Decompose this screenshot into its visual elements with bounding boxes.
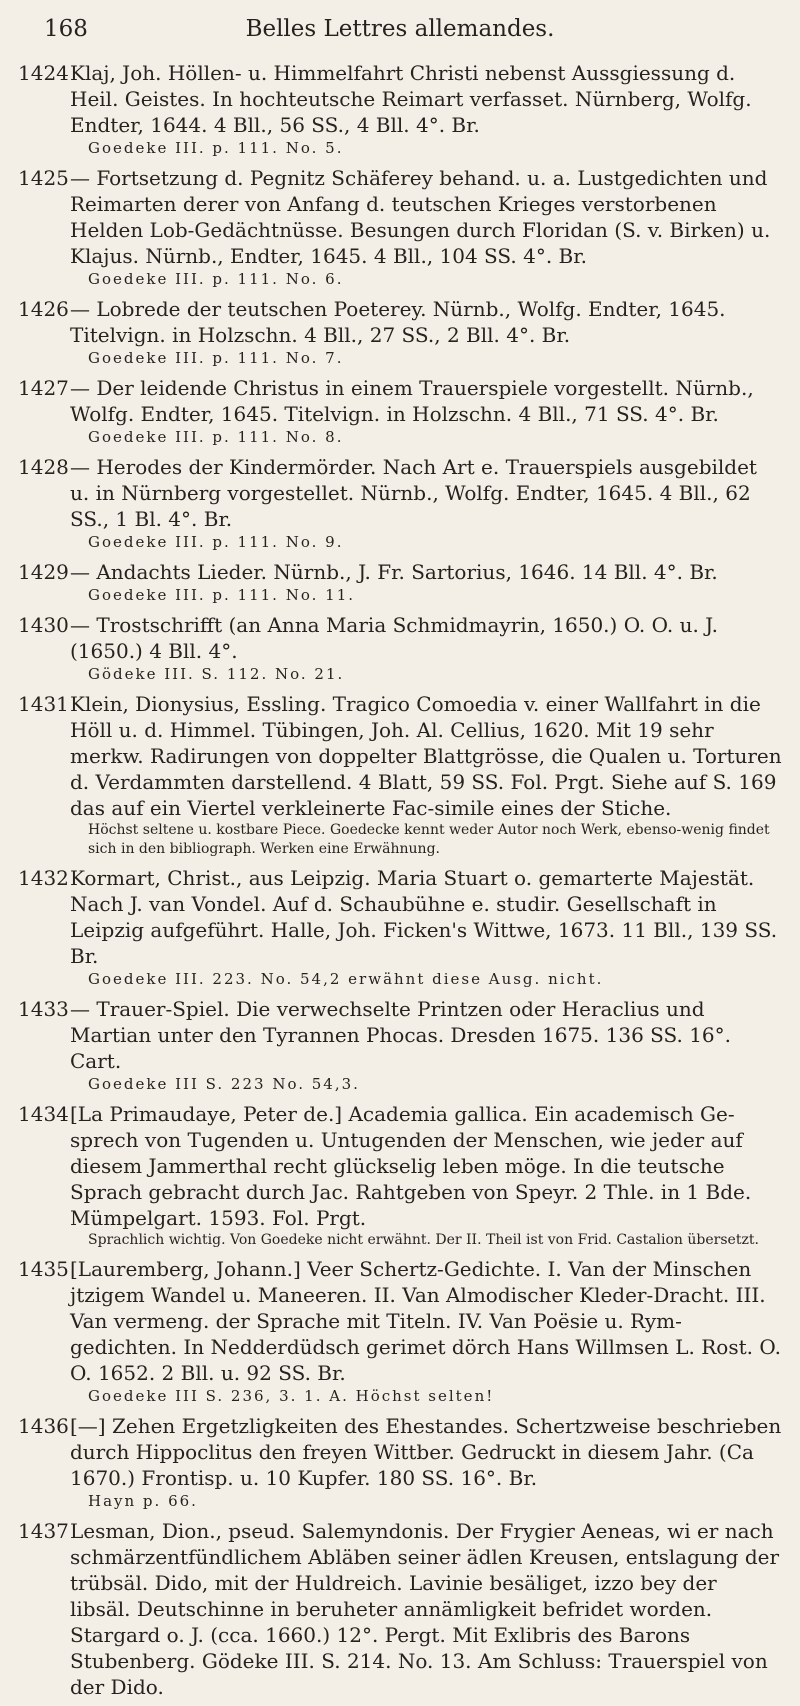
entry-description: [—] Zehen Ergetzligkeiten des Ehestandes. Schertzweise beschrieben durch Hippoclitus den freyen Wittber. Gedruckt in diesem Jahr. (Ca 1670.) Frontisp. u. 10 Kupfer. 180 SS. 16°. Br. [70,1414,782,1490]
entry-body [70,1518,782,1700]
entry-number: 1428 [18,455,69,479]
entry-body [70,612,782,685]
entry-number: 1430 [18,613,69,637]
entry-note: Goedeke III. p. 111. No. 7. [88,349,344,367]
entry-body [70,165,782,290]
entry-note: Goedeke III. p. 111. No. 8. [88,428,344,446]
entry-description: [La Primaudaye, Peter de.] Academia gallica. Ein academisch Ge-sprech von Tugenden u. Untugenden der Menschen, wie jeder auf diesem Jammerthal recht glückselig leben möge. In die teutsche Sprach gebracht durch Jac. Rahtgeben von Speyr. 2 Thle. in 1 Bde. Mümpelgart. 1593. Fol. Prgt. [70,1102,752,1230]
entry-number: 1424 [18,61,69,85]
entry-note: Sprachlich wichtig. Von Goedeke nicht erwähnt. Der II. Theil ist von Frid. Castalion übersetzt. [88,1232,759,1248]
catalog-entry [0,1256,800,1407]
running-title: Belles Lettres allemandes. [245,16,555,42]
entry-description: Klein, Dionysius, Essling. Tragico Comoedia v. einer Wallfahrt in die Höll u. d. Himmel. Tübingen, Joh. Al. Cellius, 1620. Mit 19 sehr merkw. Radirungen von doppelter Blattgrösse, die Qualen u. Torturen d. Verdammten darstellend. 4 Blatt, 59 SS. Fol. Prgt. Siehe auf S. 169 das auf ein Viertel verkleinerte Fac-simile eines der Stiche. [70,692,782,820]
entry-note: Gödeke III. S. 112. No. 21. [88,665,345,683]
catalog-entry [0,1518,800,1700]
entry-body [70,454,782,553]
entry-number: 1429 [18,560,69,584]
entry-body [70,1101,782,1250]
entry-body [70,1256,782,1407]
entry-body [70,865,782,990]
entry-number: 1425 [18,166,69,190]
entry-description: — Lobrede der teutschen Poeterey. Nürnb., Wolfg. Endter, 1645. Titelvign. in Holzschn. 4 Bll., 27 SS., 2 Bll. 4°. Br. [70,297,726,347]
catalog-entry [0,612,800,685]
catalog-entry [0,165,800,290]
entry-note: Goedeke III S. 223 No. 54,3. [88,1075,360,1093]
entry-note: Goedeke III. p. 111. No. 6. [88,270,344,288]
entry-number: 1434 [18,1102,69,1126]
entry-body [70,559,782,606]
entry-note: Höchst seltene u. kostbare Piece. Goedecke kennt weder Autor noch Werk, ebenso-wenig findet sich in den bibliograph. Werken eine Erwähnung. [88,822,770,857]
entry-note: Goedeke III. p. 111. No. 11. [88,586,356,604]
entry-note: Goedeke III. p. 111. No. 9. [88,533,344,551]
entry-description: — Der leidende Christus in einem Trauerspiele vorgestellt. Nürnb., Wolfg. Endter, 1645. Titelvign. in Holzschn. 4 Bll., 71 SS. 4°. Br. [70,376,754,426]
entry-body [70,60,782,159]
page-number: 168 [44,16,88,42]
entry-number: 1432 [18,866,69,890]
catalog-entry [0,454,800,553]
entry-description: Klaj, Joh. Höllen- u. Himmelfahrt Christi nebenst Aussgiessung d. Heil. Geistes. In hochteutsche Reimart verfasset. Nürnberg, Wolfg. Endter, 1644. 4 Bll., 56 SS., 4 Bll. 4°. Br. [70,61,752,137]
catalog-entry [0,559,800,606]
catalog-entry [0,691,800,859]
entry-description: Lesman, Dion., pseud. Salemyndonis. Der Frygier Aeneas, wi er nach schmärzentfündlichem Abläben seiner ädlen Kreusen, entslagung der trübsäl. Dido, mit der Huldreich. Lavinie besäliget, izzo bey der libsäl. Deutschinne in beruheter annämligkeit befridet worden. Stargard o. J. (cca. 1660.) 12°. Pergt. Mit Exlibris des Barons Stubenberg. Gödeke III. S. 214. No. 13. Am Schluss: Trauerspiel von der Dido. [70,1519,780,1699]
entry-number: 1433 [18,997,69,1021]
entry-body [70,296,782,369]
entry-description: [Lauremberg, Johann.] Veer Schertz-Gedichte. I. Van der Minschen jtzigem Wandel u. Maneeren. II. Van Almodischer Kleder-Dracht. III. Van vermeng. der Sprache mit Titeln. IV. Van Poësie u. Rym-gedichten. In Nedderdüdsch gerimet dörch Hans Willmsen L. Rost. O. O. 1652. 2 Bll. u. 92 SS. Br. [70,1257,781,1385]
entry-description: — Herodes der Kindermörder. Nach Art e. Trauerspiels ausgebildet u. in Nürnberg vorgestellet. Nürnb., Wolfg. Endter, 1645. 4 Bll., 62 SS., 1 Bl. 4°. Br. [70,455,757,531]
catalog-entries [0,60,800,1706]
catalog-entry [0,1413,800,1512]
entry-number: 1436 [18,1414,69,1438]
catalog-entry [0,60,800,159]
entry-note: Goedeke III. 223. No. 54,2 erwähnt diese Ausg. nicht. [88,970,604,988]
entry-description: — Fortsetzung d. Pegnitz Schäferey behand. u. a. Lustgedichten und Reimarten derer von Anfang d. teutschen Krieges verstorbenen Helden Lob-Gedächtnüsse. Besungen durch Floridan (S. v. Birken) u. Klajus. Nürnb., Endter, 1645. 4 Bll., 104 SS. 4°. Br. [70,166,771,268]
entry-description: — Andachts Lieder. Nürnb., J. Fr. Sartorius, 1646. 14 Bll. 4°. Br. [70,560,718,584]
entry-number: 1437 [18,1519,69,1543]
catalog-entry [0,1101,800,1250]
entry-description: Kormart, Christ., aus Leipzig. Maria Stuart o. gemarterte Majestät. Nach J. van Vondel. Auf d. Schaubühne e. studir. Gesellschaft in Leipzig aufgeführt. Halle, Joh. Ficken's Wittwe, 1673. 11 Bll., 139 SS. Br. [70,866,778,968]
entry-note: Goedeke III. p. 111. No. 5. [88,139,344,157]
catalog-entry [0,296,800,369]
entry-body [70,996,782,1095]
page-header [0,16,800,48]
entry-number: 1427 [18,376,69,400]
entry-description: — Trostschrifft (an Anna Maria Schmidmayrin, 1650.) O. O. u. J. (1650.) 4 Bll. 4°. [70,613,718,663]
catalog-entry [0,996,800,1095]
entry-note: Goedeke III S. 236, 3. 1. A. Höchst selten! [88,1387,495,1405]
entry-number: 1426 [18,297,69,321]
catalog-entry [0,375,800,448]
catalog-entry [0,865,800,990]
entry-body [70,375,782,448]
entry-number: 1435 [18,1257,69,1281]
entry-note: Hayn p. 66. [88,1492,198,1510]
entry-body [70,691,782,859]
entry-number: 1431 [18,692,69,716]
entry-description: — Trauer-Spiel. Die verwechselte Printzen oder Heraclius und Martian unter den Tyrannen Phocas. Dresden 1675. 136 SS. 16°. Cart. [70,997,732,1073]
entry-body [70,1413,782,1512]
